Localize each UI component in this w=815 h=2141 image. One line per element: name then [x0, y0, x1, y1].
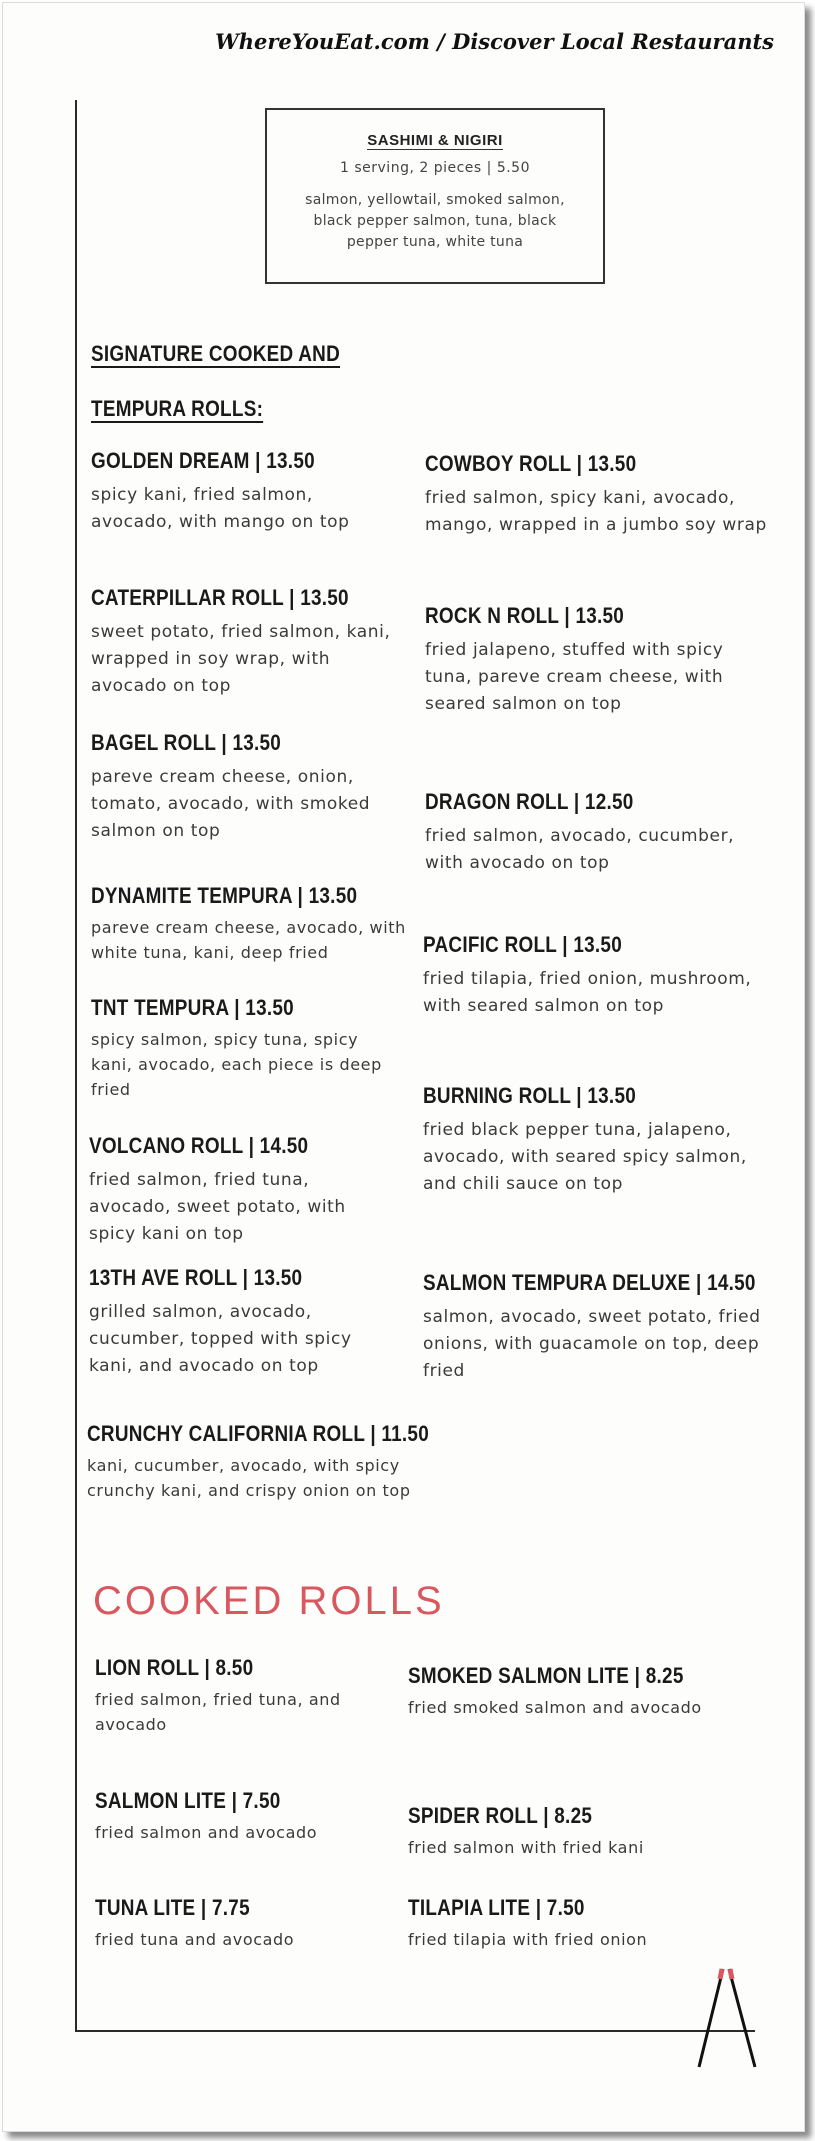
item-description: fried jalapeno, stuffed with spicy tuna, pareve cream cheese, with seared salmon on top: [425, 640, 724, 714]
item-name: PACIFIC ROLL | 13.50: [423, 932, 623, 957]
item-description: fried salmon, fried tuna, avocado, sweet potato, with spicy kani on top: [89, 1170, 346, 1244]
item-name: ROCK N ROLL | 13.50: [425, 603, 625, 628]
item-name: 13TH AVE ROLL | 13.50: [89, 1265, 303, 1290]
item-name: LION ROLL | 8.50: [95, 1655, 254, 1680]
item-description: fried salmon, fried tuna, and avocado: [95, 1690, 341, 1734]
item-description: fried salmon, spicy kani, avocado, mango, wrapped in a jumbo soy wrap: [425, 488, 767, 535]
menu-item: [408, 1803, 738, 1860]
item-description: grilled salmon, avocado, cucumber, topped with spicy kani, and avocado on top: [89, 1302, 352, 1376]
sashimi-title: SASHIMI & NIGIRI: [367, 132, 503, 149]
item-name: COWBOY ROLL | 13.50: [425, 451, 637, 476]
menu-item: [425, 451, 790, 539]
menu-item: [423, 932, 763, 1020]
item-description: salmon, avocado, sweet potato, fried onions, with guacamole on top, deep fried: [423, 1307, 761, 1381]
signature-heading-line1: SIGNATURE COOKED AND: [91, 341, 341, 366]
sashimi-description: salmon, yellowtail, smoked salmon, black pepper salmon, tuna, black pepper tuna, white tuna: [305, 192, 565, 250]
item-name: SALMON TEMPURA DELUXE | 14.50: [423, 1270, 756, 1295]
item-description: fried salmon with fried kani: [408, 1838, 644, 1857]
item-description: fried salmon and avocado: [95, 1823, 318, 1842]
item-description: fried tilapia with fried onion: [408, 1930, 648, 1949]
item-description: spicy kani, fried salmon, avocado, with mango on top: [91, 485, 350, 532]
menu-item: [423, 1270, 773, 1385]
menu-item: [425, 789, 765, 877]
item-description: fried tilapia, fried onion, mushroom, with seared salmon on top: [423, 969, 752, 1016]
menu-item: [95, 1895, 385, 1952]
item-description: sweet potato, fried salmon, kani, wrapped in soy wrap, with avocado on top: [91, 622, 391, 696]
menu-item: [425, 603, 765, 718]
item-name: BAGEL ROLL | 13.50: [91, 730, 282, 755]
item-name: BURNING ROLL | 13.50: [423, 1083, 637, 1108]
item-description: fried black pepper tuna, jalapeno, avocado, with seared spicy salmon, and chili sauce on top: [423, 1120, 747, 1194]
cooked-rolls-title: COOKED ROLLS: [93, 1579, 445, 1623]
item-name: TNT TEMPURA | 13.50: [91, 995, 294, 1020]
menu-item: [91, 585, 391, 700]
menu-item: [408, 1663, 738, 1720]
frame-left-rule: [75, 100, 77, 2030]
menu-item: [89, 1133, 379, 1248]
item-name: DRAGON ROLL | 12.50: [425, 789, 634, 814]
item-description: kani, cucumber, avocado, with spicy crunchy kani, and crispy onion on top: [87, 1456, 411, 1500]
item-name: CATERPILLAR ROLL | 13.50: [91, 585, 349, 610]
item-name: GOLDEN DREAM | 13.50: [91, 448, 315, 473]
menu-item: [89, 1265, 399, 1380]
item-name: VOLCANO ROLL | 14.50: [89, 1133, 309, 1158]
menu-item: [87, 1421, 447, 1503]
menu-item: [91, 995, 391, 1102]
menu-item: [91, 883, 411, 965]
item-name: DYNAMITE TEMPURA | 13.50: [91, 883, 358, 908]
item-name: SMOKED SALMON LITE | 8.25: [408, 1663, 684, 1688]
item-name: SPIDER ROLL | 8.25: [408, 1803, 593, 1828]
item-description: fried tuna and avocado: [95, 1930, 295, 1949]
menu-item: [91, 448, 391, 536]
item-name: TUNA LITE | 7.75: [95, 1895, 250, 1920]
menu-item: [95, 1788, 385, 1845]
sashimi-box: [265, 108, 605, 284]
sashimi-serving: 1 serving, 2 pieces | 5.50: [340, 160, 530, 176]
site-banner: WhereYouEat.com / Discover Local Restaurants: [215, 29, 774, 54]
item-description: pareve cream cheese, onion, tomato, avocado, with smoked salmon on top: [91, 767, 371, 841]
item-name: TILAPIA LITE | 7.50: [408, 1895, 585, 1920]
item-name: CRUNCHY CALIFORNIA ROLL | 11.50: [87, 1421, 429, 1446]
menu-item: [91, 730, 391, 845]
chopsticks-icon: [693, 1963, 763, 2073]
item-name: SALMON LITE | 7.50: [95, 1788, 281, 1813]
item-description: fried smoked salmon and avocado: [408, 1698, 702, 1717]
menu-page: [2, 2, 805, 2132]
menu-item: [95, 1655, 385, 1737]
signature-heading-line2: TEMPURA ROLLS:: [91, 396, 264, 421]
menu-item: [423, 1083, 763, 1198]
frame-bottom-rule: [75, 2030, 755, 2032]
menu-item: [408, 1895, 738, 1952]
item-description: spicy salmon, spicy tuna, spicy kani, avocado, each piece is deep fried: [91, 1030, 382, 1099]
item-description: fried salmon, avocado, cucumber, with avocado on top: [425, 826, 735, 873]
item-description: pareve cream cheese, avocado, with white tuna, kani, deep fried: [91, 918, 406, 962]
